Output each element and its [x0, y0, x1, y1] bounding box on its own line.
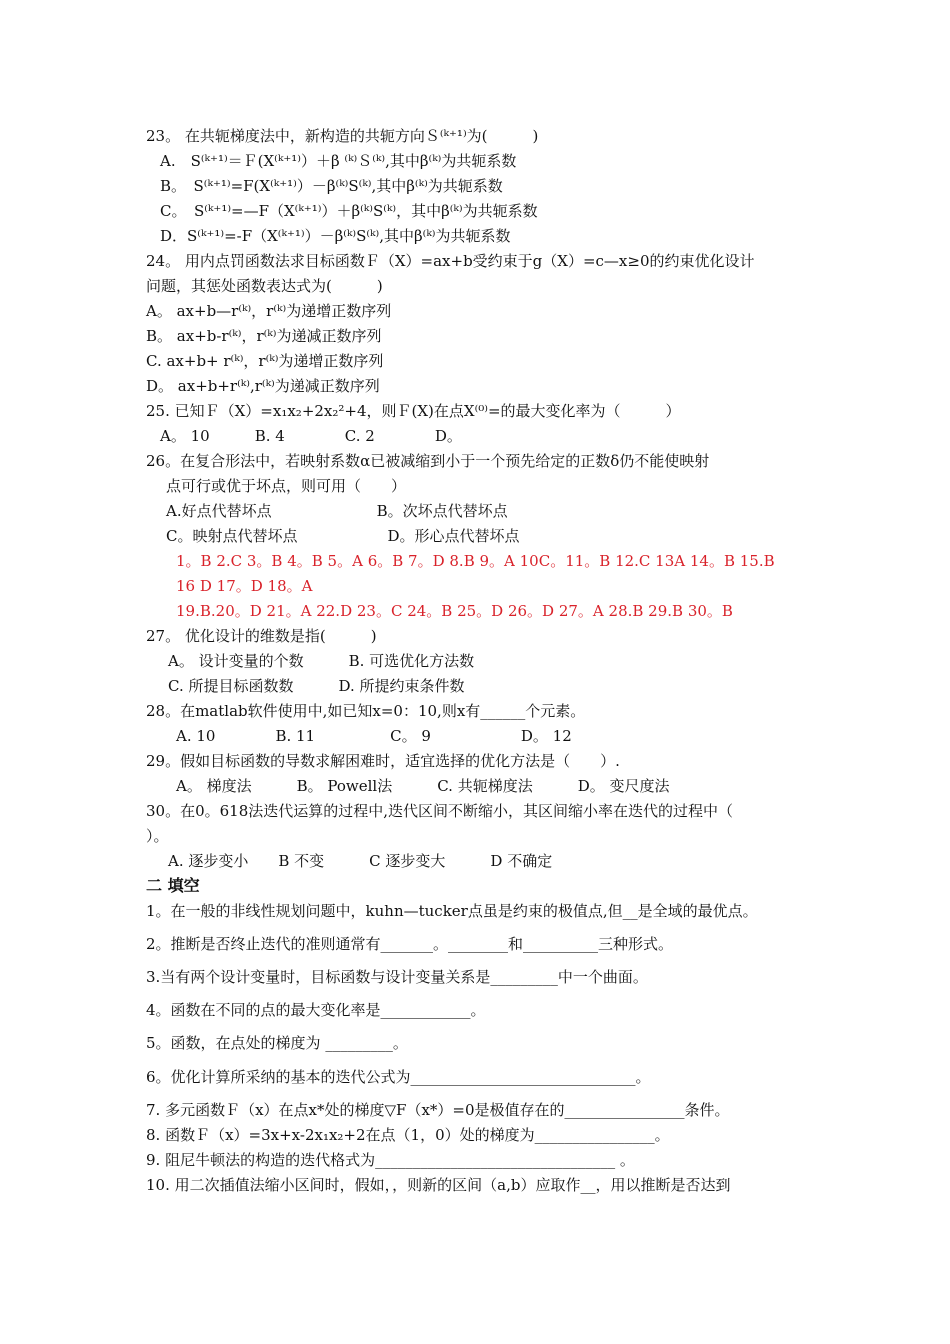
text-line: 29。假如目标函数的导数求解困难时，适宜选择的优化方法是（ ）. — [146, 752, 620, 770]
text-line: C。 S⁽ᵏ⁺¹⁾=—F（X⁽ᵏ⁺¹⁾）＋β⁽ᵏ⁾S⁽ᵏ⁾，其中β⁽ᵏ⁾为共轭系数 — [160, 202, 538, 220]
text-line: 2。推断是否终止迭代的准则通常有_______。________和__________三种形式。 — [146, 935, 674, 953]
text-line: 9. 阻尼牛顿法的构造的迭代格式为________________________________ 。 — [146, 1151, 635, 1169]
text-line: C. ax+b+ r⁽ᵏ⁾，r⁽ᵏ⁾为递增正数序列 — [146, 352, 384, 370]
text-line: 8. 函数Ｆ（x）=3x+x-2x₁x₂+2在点（1，0）处的梯度为________________。 — [146, 1126, 670, 1144]
text-line: 1。在一般的非线性规划问题中，kuhn—tucker点虽是约束的极值点,但__是全域的最优点。 — [146, 902, 758, 920]
text-line: 问题，其惩处函数表达式为( ) — [146, 277, 383, 295]
text-line: A. S⁽ᵏ⁺¹⁾＝Ｆ(X⁽ᵏ⁺¹⁾）＋β ⁽ᵏ⁾Ｓ⁽ᵏ⁾,其中β⁽ᵏ⁾为共轭系数 — [160, 152, 517, 170]
text-line: 点可行或优于坏点，则可用（ ） — [166, 477, 407, 495]
text-line: A. 10 B. 11 C。 9 D。 12 — [176, 727, 572, 745]
text-line: 25. 已知Ｆ（X）=x₁x₂+2x₂²+4，则Ｆ(X)在点X⁽⁰⁾=的最大变化率为（ ） — [146, 402, 681, 420]
text-line: A。 ax+b—r⁽ᵏ⁾，r⁽ᵏ⁾为递增正数序列 — [146, 302, 392, 320]
text-line: 5。函数，在点处的梯度为 _________。 — [146, 1034, 408, 1052]
text-line: 6。优化计算所采纳的基本的迭代公式为______________________________。 — [146, 1068, 651, 1086]
text-line: 24。 用内点罚函数法求目标函数Ｆ（X）=ax+b受约束于g（X）=c—x≥0的约束优化设计 — [146, 252, 755, 270]
text-line: 7. 多元函数Ｆ（x）在点x*处的梯度▽F（x*）=0是极值存在的________________条件。 — [146, 1101, 730, 1119]
text-line: 27。 优化设计的维数是指( ) — [146, 627, 377, 645]
text-line: A。 10 B. 4 C. 2 D。 — [160, 427, 462, 445]
answer-key-line: 19.B.20。D 21。A 22.D 23。C 24。B 25。D 26。D 27。A 28.B 29.B 30。B — [176, 602, 733, 620]
text-line: B。 ax+b-r⁽ᵏ⁾，r⁽ᵏ⁾为递减正数序列 — [146, 327, 382, 345]
text-line: 10. 用二次插值法缩小区间时，假如，，则新的区间（a,b）应取作__，用以推断是否达到 — [146, 1176, 731, 1194]
answer-key-line: 1。B 2.C 3。B 4。B 5。A 6。B 7。D 8.B 9。A 10C。11。B 12.C 13A 14。B 15.B — [176, 552, 775, 570]
text-line: A. 逐步变小 B 不变 C 逐步变大 D 不确定 — [168, 852, 553, 870]
text-line: C。映射点代替坏点 D。形心点代替坏点 — [166, 527, 520, 545]
text-line: A.好点代替坏点 B。次坏点代替坏点 — [166, 502, 508, 520]
text-line: B。 S⁽ᵏ⁺¹⁾=F(X⁽ᵏ⁺¹⁾）－β⁽ᵏ⁾S⁽ᵏ⁾,其中β⁽ᵏ⁾为共轭系数 — [160, 177, 503, 195]
text-line: 26。在复合形法中，若映射系数α已被减缩到小于一个预先给定的正数δ仍不能使映射 — [146, 452, 710, 470]
text-line: 4。函数在不同的点的最大变化率是____________。 — [146, 1001, 486, 1019]
text-line: A。 设计变量的个数 B. 可选优化方法数 — [168, 652, 475, 670]
text-line: ）。 — [146, 827, 169, 845]
text-line: D．S⁽ᵏ⁺¹⁾=-F（X⁽ᵏ⁺¹⁾）－β⁽ᵏ⁾S⁽ᵏ⁾,其中β⁽ᵏ⁾为共轭系数 — [160, 227, 511, 245]
text-line: A。 梯度法 B。 Powell法 C. 共轭梯度法 D。 变尺度法 — [176, 777, 670, 795]
section-heading: 二 填空 — [146, 876, 200, 895]
text-line: 3.当有两个设计变量时，目标函数与设计变量关系是_________中一个曲面。 — [146, 968, 648, 986]
text-line: C. 所提目标函数数 D. 所提约束条件数 — [168, 677, 465, 695]
answer-key-line: 16 D 17。D 18。A — [176, 577, 313, 595]
text-line: 28。在matlab软件使用中,如已知x=0：10,则x有______个元素。 — [146, 702, 586, 720]
text-line: 30。在0。618法迭代运算的过程中,迭代区间不断缩小，其区间缩小率在迭代的过程中（ — [146, 802, 734, 820]
text-line: D。 ax+b+r⁽ᵏ⁾,r⁽ᵏ⁾为递减正数序列 — [146, 377, 380, 395]
text-line: 23。 在共轭梯度法中，新构造的共轭方向Ｓ⁽ᵏ⁺¹⁾为( ) — [146, 127, 539, 145]
